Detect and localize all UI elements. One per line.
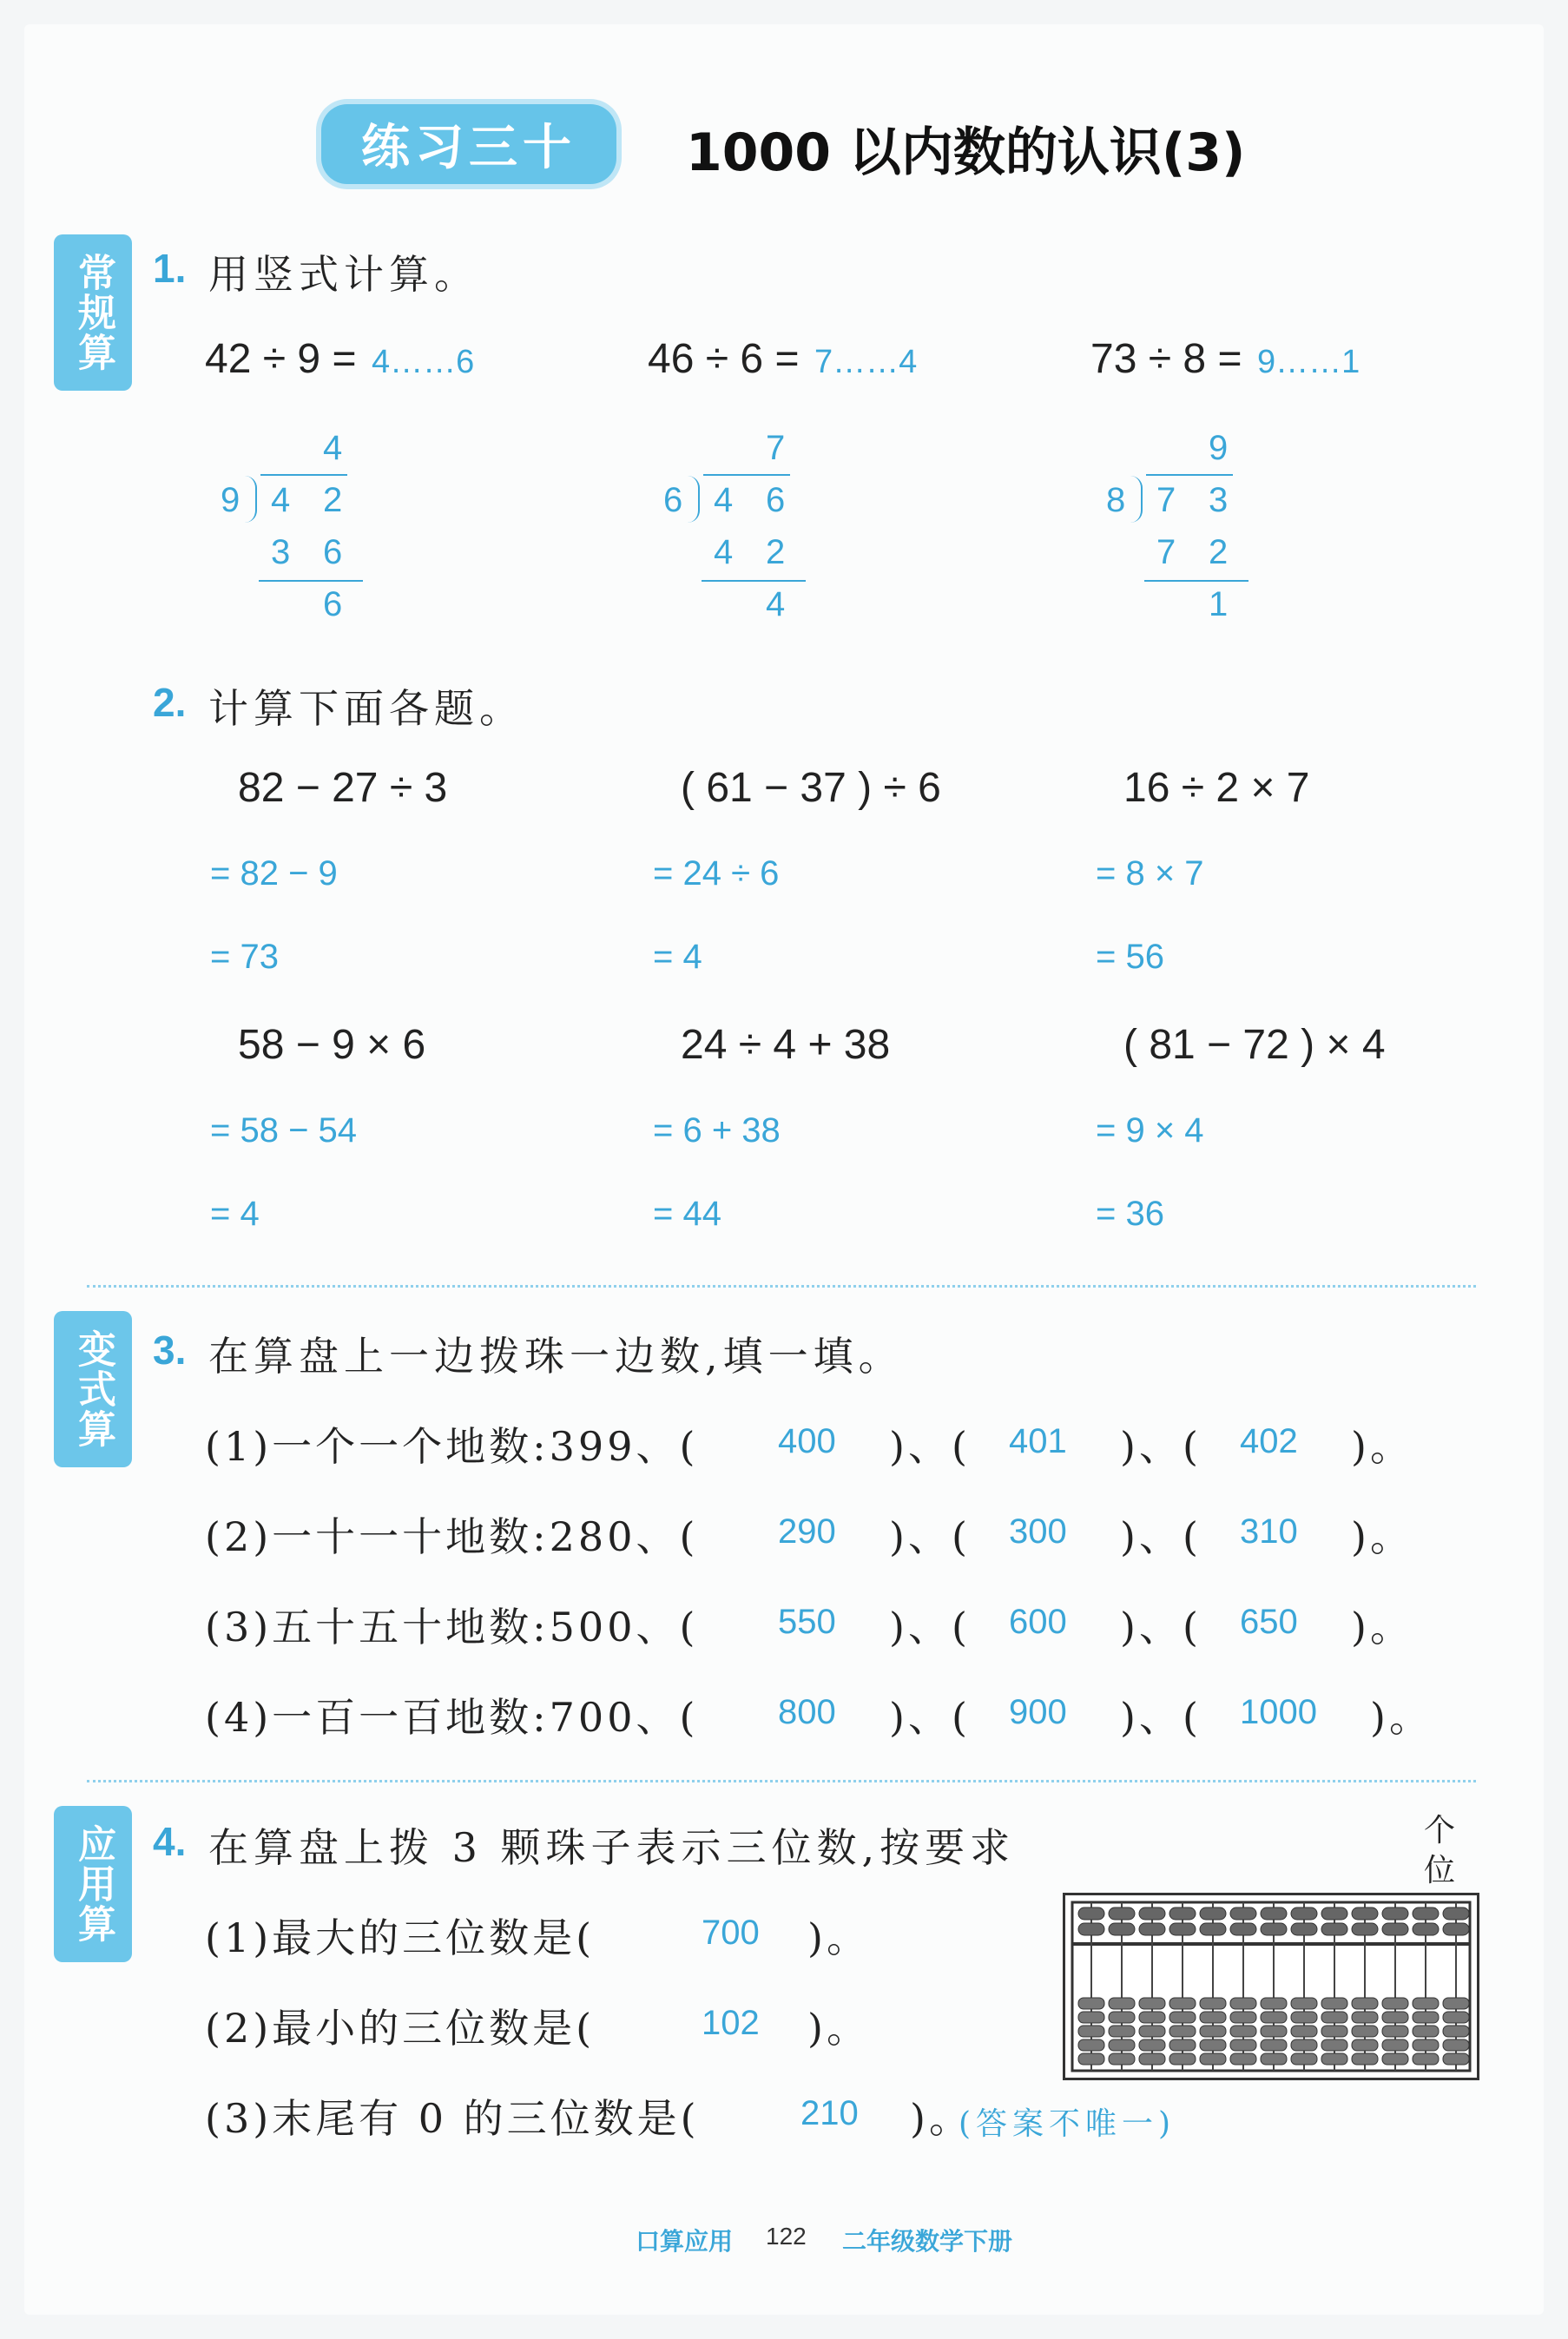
abacus-bead: [1078, 1907, 1104, 1920]
question-label: (2)最小的三位数是(: [205, 2005, 596, 2052]
dividend-digit: 3: [1209, 481, 1229, 519]
abacus-bead: [1261, 2012, 1287, 2023]
step-one: = 24 ÷ 6: [653, 854, 780, 893]
tab-variant: [54, 1311, 132, 1467]
abacus-bead: [1352, 2039, 1378, 2051]
abacus-bead: [1109, 1998, 1135, 2009]
division-expression: 42 ÷ 9 =: [205, 336, 357, 382]
abacus-bead: [1321, 2039, 1347, 2051]
tab-regular-label: 常规算: [71, 253, 115, 372]
division-expression: 73 ÷ 8 =: [1090, 336, 1242, 382]
product-digit: 3: [271, 533, 291, 571]
divisor-digit: 6: [663, 481, 683, 519]
abacus-bead: [1413, 2053, 1439, 2065]
abacus-bead: [1413, 1907, 1439, 1920]
abacus-bead: [1443, 1923, 1469, 1935]
expression: 82 − 27 ÷ 3: [238, 765, 448, 811]
abacus-bead: [1169, 1907, 1196, 1920]
abacus-bead: [1169, 2053, 1196, 2065]
question-end: )。: [910, 2095, 972, 2142]
abacus-bead: [1443, 2012, 1469, 2023]
abacus-image: [1063, 1893, 1479, 2080]
abacus-bead: [1413, 2026, 1439, 2037]
count-answer-3: 1000: [1240, 1693, 1317, 1731]
abacus-bead: [1109, 1923, 1135, 1935]
dividend-digit: 4: [714, 481, 734, 519]
section-divider: [87, 1780, 1476, 1782]
question-end: )。: [807, 2005, 870, 2052]
question-answer: 700: [702, 1914, 760, 1952]
count-answer-1: 550: [778, 1603, 836, 1641]
division-answer: 9……1: [1257, 344, 1360, 380]
abacus-bead: [1200, 2053, 1226, 2065]
abacus-bead: [1443, 1907, 1469, 1920]
count-separator: )、(: [889, 1513, 971, 1560]
abacus-bead: [1321, 2026, 1347, 2037]
abacus-bead: [1321, 2053, 1347, 2065]
expression: 58 − 9 × 6: [238, 1022, 426, 1068]
answer-note: (答案不唯一): [959, 2106, 1176, 2142]
abacus-bead: [1139, 2053, 1165, 2065]
abacus-bead: [1413, 2012, 1439, 2023]
abacus-bead: [1230, 2039, 1256, 2051]
count-separator: )、(: [1120, 1423, 1202, 1470]
abacus-bead: [1413, 2039, 1439, 2051]
division-bracket: [1129, 476, 1143, 523]
abacus-bead: [1382, 2012, 1408, 2023]
division-sub-line: [702, 580, 806, 582]
step-one: = 6 + 38: [653, 1111, 781, 1150]
abacus-bead: [1078, 1923, 1104, 1935]
abacus-bead: [1200, 1923, 1226, 1935]
abacus-bead: [1169, 2026, 1196, 2037]
product-digit: 2: [766, 533, 786, 571]
abacus-bead: [1109, 2053, 1135, 2065]
division-sub-line: [1144, 580, 1248, 582]
question-answer: 102: [702, 2004, 760, 2042]
abacus-bead: [1169, 2039, 1196, 2051]
abacus-bead: [1291, 2039, 1317, 2051]
abacus-bead: [1382, 1923, 1408, 1935]
abacus-bead: [1261, 1907, 1287, 1920]
dividend-digit: 6: [766, 481, 786, 519]
count-answer-2: 600: [1009, 1603, 1067, 1641]
count-separator: )、(: [889, 1694, 971, 1741]
abacus-bead: [1109, 2026, 1135, 2037]
abacus-bead: [1321, 1998, 1347, 2009]
abacus-bead: [1200, 2012, 1226, 2023]
count-separator: )、(: [1120, 1694, 1202, 1741]
q2-text: 计算下面各题。: [208, 685, 524, 732]
step-two: = 44: [653, 1195, 721, 1233]
dividend-digit: 7: [1156, 481, 1176, 519]
abacus-bead: [1321, 1907, 1347, 1920]
abacus-bead: [1291, 2026, 1317, 2037]
abacus-bead: [1169, 1923, 1196, 1935]
footer-grade: 二年级数学下册: [842, 2227, 1013, 2256]
abacus-bead: [1261, 2039, 1287, 2051]
remainder-digit: 1: [1209, 585, 1229, 623]
question-label: (3)末尾有 0 的三位数是(: [205, 2095, 700, 2142]
abacus-bead: [1443, 2039, 1469, 2051]
count-answer-3: 310: [1240, 1512, 1298, 1551]
division-bracket: [243, 476, 257, 523]
abacus-bead: [1230, 2026, 1256, 2037]
abacus-bead: [1443, 2026, 1469, 2037]
abacus-bead: [1169, 1998, 1196, 2009]
expression: ( 61 − 37 ) ÷ 6: [681, 765, 941, 811]
product-digit: 7: [1156, 533, 1176, 571]
abacus-bead: [1382, 2026, 1408, 2037]
abacus-bead: [1109, 2012, 1135, 2023]
remainder-digit: 6: [323, 585, 343, 623]
abacus-bead: [1230, 1923, 1256, 1935]
count-separator: )、(: [889, 1604, 971, 1650]
abacus-bead: [1291, 2053, 1317, 2065]
abacus-bead: [1382, 2053, 1408, 2065]
abacus-bead: [1413, 1998, 1439, 2009]
q3-number: 3.: [153, 1328, 187, 1373]
section-divider: [87, 1285, 1476, 1288]
product-digit: 6: [323, 533, 343, 571]
abacus-bead: [1352, 2012, 1378, 2023]
step-one: = 82 − 9: [210, 854, 338, 893]
abacus-bead: [1352, 1998, 1378, 2009]
abacus-bead: [1321, 2012, 1347, 2023]
expression: 24 ÷ 4 + 38: [681, 1022, 891, 1068]
abacus-bead: [1169, 2012, 1196, 2023]
count-answer-1: 800: [778, 1693, 836, 1731]
step-two: = 4: [653, 938, 702, 976]
abacus-bead: [1413, 1923, 1439, 1935]
division-sub-line: [259, 580, 363, 582]
division-top-line: [1146, 474, 1233, 476]
abacus-bead: [1291, 1923, 1317, 1935]
abacus-bead: [1078, 2012, 1104, 2023]
page-title: 1000 以内数的认识(3): [686, 122, 1246, 183]
abacus-bead: [1352, 2026, 1378, 2037]
abacus-drawing: [1065, 1895, 1477, 2078]
dividend-digit: 2: [323, 481, 343, 519]
abacus-bead: [1078, 2026, 1104, 2037]
count-answer-2: 300: [1009, 1512, 1067, 1551]
count-answer-2: 900: [1009, 1693, 1067, 1731]
count-answer-2: 401: [1009, 1422, 1067, 1460]
abacus-bead: [1321, 1923, 1347, 1935]
abacus-bead: [1352, 1923, 1378, 1935]
step-one: = 9 × 4: [1096, 1111, 1204, 1150]
division-bracket: [686, 476, 700, 523]
question-label: (1)最大的三位数是(: [205, 1914, 596, 1961]
abacus-bead: [1139, 1907, 1165, 1920]
division-answer: 7……4: [814, 344, 918, 380]
divisor-digit: 8: [1106, 481, 1126, 519]
abacus-bead: [1109, 2039, 1135, 2051]
q1-number: 1.: [153, 246, 187, 291]
division-expression: 46 ÷ 6 =: [648, 336, 800, 382]
step-two: = 73: [210, 938, 279, 976]
tab-applied-label: 应用算: [71, 1824, 115, 1944]
abacus-bead: [1261, 2026, 1287, 2037]
step-one: = 58 − 54: [210, 1111, 358, 1150]
abacus-bead: [1291, 1907, 1317, 1920]
step-two: = 4: [210, 1195, 260, 1233]
abacus-bead: [1382, 1907, 1408, 1920]
abacus-bead: [1291, 2012, 1317, 2023]
count-separator: )、(: [1120, 1604, 1202, 1650]
count-answer-3: 402: [1240, 1422, 1298, 1460]
abacus-bead: [1261, 1998, 1287, 2009]
count-row-label: (1)一个一个地数:399、(: [205, 1423, 699, 1470]
count-end: )。: [1351, 1513, 1413, 1560]
abacus-bead: [1109, 1907, 1135, 1920]
abacus-bead: [1382, 2039, 1408, 2051]
abacus-bead: [1443, 2053, 1469, 2065]
abacus-bead: [1261, 2053, 1287, 2065]
ones-place-label: 个位: [1424, 1813, 1456, 1888]
division-answer: 4……6: [372, 344, 475, 380]
abacus-bead: [1352, 2053, 1378, 2065]
count-row-label: (2)一十一十地数:280、(: [205, 1513, 699, 1560]
count-row-label: (4)一百一百地数:700、(: [205, 1694, 699, 1741]
q4-number: 4.: [153, 1819, 187, 1864]
abacus-bead: [1230, 1907, 1256, 1920]
abacus-bead: [1139, 2039, 1165, 2051]
count-end: )。: [1351, 1604, 1413, 1650]
abacus-bead: [1443, 1998, 1469, 2009]
quotient-digit: 9: [1209, 429, 1229, 467]
abacus-bead: [1382, 1998, 1408, 2009]
abacus-bead: [1261, 1923, 1287, 1935]
abacus-bead: [1200, 1907, 1226, 1920]
count-separator: )、(: [889, 1423, 971, 1470]
abacus-bead: [1139, 1998, 1165, 2009]
divisor-digit: 9: [221, 481, 240, 519]
q4-text: 在算盘上拨 3 颗珠子表示三位数,按要求: [208, 1824, 1016, 1871]
expression: ( 81 − 72 ) × 4: [1123, 1022, 1386, 1068]
step-one: = 8 × 7: [1096, 854, 1204, 893]
step-two: = 56: [1096, 938, 1164, 976]
question-answer: 210: [800, 2094, 859, 2132]
abacus-bead: [1078, 2039, 1104, 2051]
abacus-bead: [1291, 1998, 1317, 2009]
quotient-digit: 4: [323, 429, 343, 467]
abacus-bead: [1200, 2039, 1226, 2051]
count-row-label: (3)五十五十地数:500、(: [205, 1604, 699, 1650]
q1-text: 用竖式计算。: [208, 251, 479, 298]
abacus-bead: [1230, 2012, 1256, 2023]
abacus-bead: [1230, 2053, 1256, 2065]
count-separator: )、(: [1120, 1513, 1202, 1560]
page-number: 122: [766, 2223, 807, 2250]
product-digit: 2: [1209, 533, 1229, 571]
product-digit: 4: [714, 533, 734, 571]
abacus-bead: [1200, 2026, 1226, 2037]
abacus-bead: [1078, 1998, 1104, 2009]
count-answer-1: 400: [778, 1422, 836, 1460]
tab-regular: [54, 234, 132, 391]
abacus-bead: [1078, 2053, 1104, 2065]
abacus-bead: [1352, 1907, 1378, 1920]
tab-applied: [54, 1806, 132, 1962]
count-end: )。: [1351, 1423, 1413, 1470]
q3-text: 在算盘上一边拨珠一边数,填一填。: [208, 1333, 904, 1380]
abacus-bead: [1200, 1998, 1226, 2009]
count-answer-1: 290: [778, 1512, 836, 1551]
question-end: )。: [807, 1914, 870, 1961]
exercise-badge: 练习三十: [321, 104, 616, 184]
remainder-digit: 4: [766, 585, 786, 623]
dividend-digit: 4: [271, 481, 291, 519]
expression: 16 ÷ 2 × 7: [1123, 765, 1310, 811]
count-answer-3: 650: [1240, 1603, 1298, 1641]
step-two: = 36: [1096, 1195, 1164, 1233]
abacus-bead: [1139, 1923, 1165, 1935]
abacus-bead: [1230, 1998, 1256, 2009]
division-top-line: [260, 474, 347, 476]
quotient-digit: 7: [766, 429, 786, 467]
abacus-bead: [1139, 2012, 1165, 2023]
q2-number: 2.: [153, 680, 187, 725]
division-top-line: [703, 474, 790, 476]
abacus-bead: [1139, 2026, 1165, 2037]
count-end: )。: [1370, 1694, 1433, 1741]
tab-variant-label: 变式算: [71, 1329, 115, 1449]
footer-book-title: 口算应用: [636, 2227, 734, 2256]
